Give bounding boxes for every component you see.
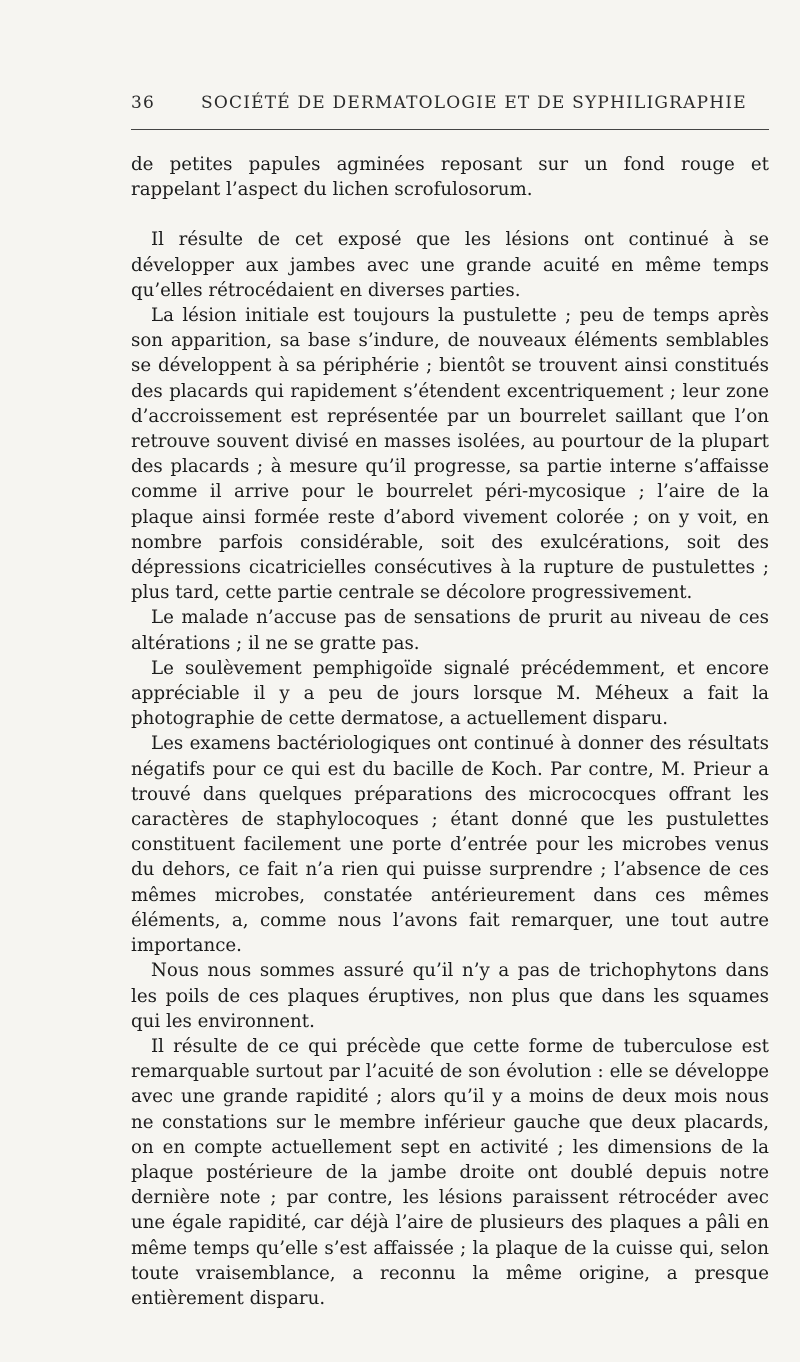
- paragraph-conclusion: Il résulte de ce qui précède que cette forme de tuberculose est remarquable surtout par l’acuité de son évolution : elle se développe avec une grande rapidité ; alors qu’il y a moins de deux mois nous ne constations sur le membre inférieur gauche que deux placards, on en compte actuellement sept en activité ; les dimensions de la plaque postérieure de la jambe droite ont doublé depuis notre dernière note ; par contre, les lésions paraissent rétrocéder avec une égale rapidité, car déjà l’aire de plusieurs des plaques a pâli en même temps qu’elle s’est affaissée ; la plaque de la cuisse qui, selon toute vraisemblance, a reconnu la même origine, a presque entièrement disparu.: [131, 1035, 769, 1309]
- page-header: [131, 93, 769, 119]
- paragraph-summary: Il résulte de cet exposé que les lésions ont continué à se développer aux jambes avec une grande acuité en même temps qu’elles rétrocédaient en diverses parties.: [131, 229, 769, 301]
- paragraph-pruritus: Le malade n’accuse pas de sensations de prurit au niveau de ces altérations ; il ne se gratte pas.: [131, 607, 769, 654]
- paragraph-continuation: de petites papules agminées reposant sur un fond rouge et rappelant l’aspect du lichen scrofulosorum.: [131, 154, 769, 201]
- body-text: [131, 152, 769, 1311]
- paragraph-initial-lesion: La lésion initiale est toujours la pustulette ; peu de temps après son apparition, sa base s’indure, de nouveaux éléments semblables se développent à sa périphérie ; bientôt se trouvent ainsi constitués des placards qui rapidement s’étendent excentriquement ; leur zone d’accroissement est représentée par un bourrelet saillant que l’on retrouve souvent divisé en masses isolées, au pourtour de la plupart des placards ; à mesure qu’il progresse, sa partie interne s’affaisse comme il arrive pour le bourrelet péri-mycosique ; l’aire de la plaque ainsi formée reste d’abord vivement colorée ; on y voit, en nombre parfois considérable, soit des exulcérations, soit des dépressions cicatricielles consécutives à la rupture de pustulettes ; plus tard, cette partie centrale se décolore progressivement.: [131, 305, 769, 604]
- paragraph-trichophytons: Nous nous sommes assuré qu’il n’y a pas de trichophytons dans les poils de ces plaques éruptives, non plus que dans les squames qui les environnent.: [131, 960, 769, 1032]
- header-rule: [131, 129, 769, 130]
- paragraph-pemphigoid: Le soulèvement pemphigoïde signalé précédemment, et encore appréciable il y a peu de jours lorsque M. Méheux a fait la photographie de cette dermatose, a actuellement disparu.: [131, 657, 769, 730]
- paragraph-bacteriology: Les examens bactériologiques ont continué à donner des résultats négatifs pour ce qui est du bacille de Koch. Par contre, M. Prieur a trouvé dans quelques préparations des micrococques offrant les caractères de staphylocoques ; étant donné que les pustulettes constituent facilement une porte d’entrée pour les microbes venus du dehors, ce fait n’a rien qui puisse surprendre ; l’absence de ces mêmes microbes, constatée antérieurement dans ces mêmes éléments, a, comme nous l’avons fait remarquer, une tout autre importance.: [131, 733, 769, 957]
- running-title: SOCIÉTÉ DE DERMATOLOGIE ET DE SYPHILIGRAPHIE: [201, 93, 747, 113]
- page-number: 36: [131, 93, 156, 113]
